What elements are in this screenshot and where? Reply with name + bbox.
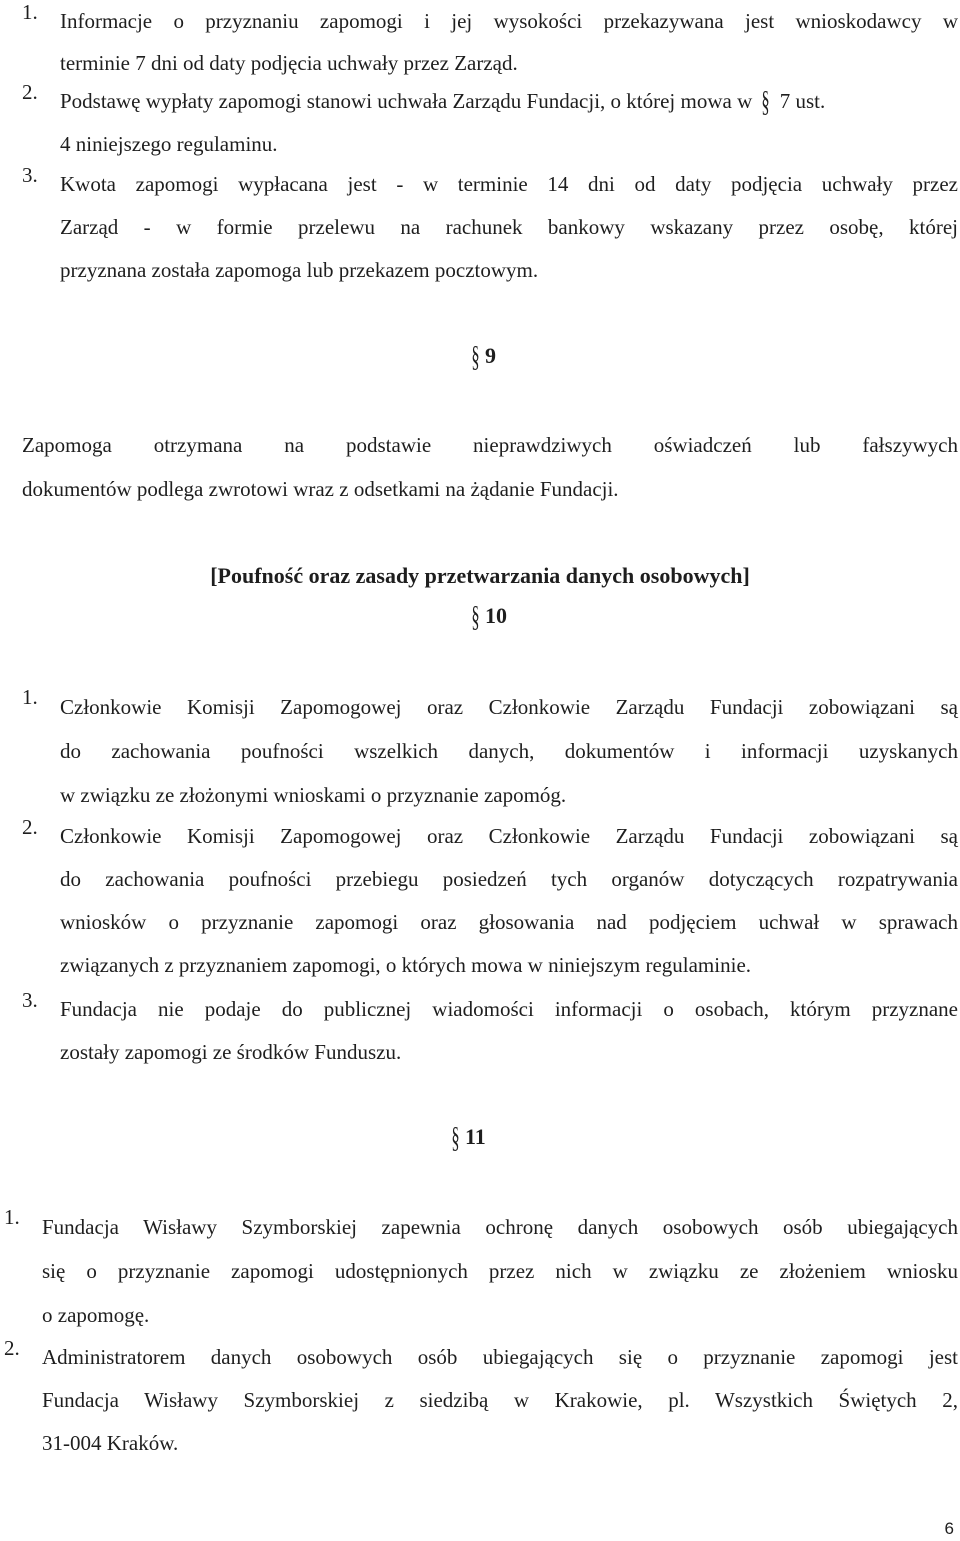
section-9-paragraph [22,423,958,511]
item-number: 1. [4,1205,20,1229]
item-number: 2. [4,1336,20,1360]
item-line: o zapomogę. [42,1303,150,1327]
section-number: 10 [485,603,507,628]
item-line [60,80,958,123]
item-line: Fundacja nie podaje do publicznej wiadomości informacji o osobach, którym przyznane [60,997,958,1021]
item-number: 1. [22,0,38,24]
item-line: przyznana została zapomoga lub przekazem pocztowym. [60,258,539,282]
item-number: 2. [22,80,38,104]
section-ref [758,85,826,118]
item-line: do zachowania poufności przebiegu posiedzeń tych organów dotyczących rozpatrywania [60,867,958,891]
item-line: 31-004 Kraków. [42,1431,179,1455]
item-line: zostały zapomogi ze środków Funduszu. [60,1040,402,1064]
section-number: 11 [465,1124,486,1149]
item-line: Członkowie Komisji Zapomogowej oraz Członkowie Zarządu Fundacji zobowiązani są [60,695,958,719]
item-line: Fundacja Wisławy Szymborskiej zapewnia ochronę danych osobowych osób ubiegających [42,1215,958,1239]
section-sign: § [471,600,480,633]
item-number: 1. [22,685,38,709]
section-11-title [448,1121,486,1155]
page-number: 6 [944,1519,954,1538]
item-line: 4 niniejszego regulaminu. [60,132,278,156]
item-line: Członkowie Komisji Zapomogowej oraz Członkowie Zarządu Fundacji zobowiązani są [60,824,958,848]
section-10-heading: [Poufność oraz zasady przetwarzania danych osobowych] [210,563,750,588]
section-sign: § [451,1121,460,1154]
paragraph-line: Zapomoga otrzymana na podstawie nieprawdziwych oświadczeń lub fałszywych [22,433,958,457]
item-number: 3. [22,988,38,1012]
section-sign: § [760,85,770,118]
item-line-text: Podstawę wypłaty zapomogi stanowi uchwała Zarządu Fundacji, o której mowa w [60,89,753,113]
section-sign: § [471,340,480,373]
item-line: do zachowania poufności wszelkich danych, dokumentów i informacji uzyskanych [60,739,958,763]
section-9-title [468,340,496,374]
item-line: Zarząd - w formie przelewu na rachunek bankowy wskazany przez osobę, której [60,215,958,239]
item-number: 2. [22,815,38,839]
item-line: wniosków o przyznanie zapomogi oraz głosowania nad podjęciem uchwał w sprawach [60,910,958,934]
item-line: się o przyznanie zapomogi udostępnionych przez nich w związku ze złożeniem wniosku [42,1259,958,1283]
section-10-title [468,600,507,634]
item-number: 3. [22,163,38,187]
item-line: Fundacja Wisławy Szymborskiej z siedzibą w Krakowie, pl. Wszystkich Świętych 2, [42,1388,958,1412]
item-line: Kwota zapomogi wypłacana jest - w terminie 14 dni od daty podjęcia uchwały przez [60,172,958,196]
item-line: Informacje o przyznaniu zapomogi i jej wysokości przekazywana jest wnioskodawcy w [60,9,958,33]
item-line: związanych z przyznaniem zapomogi, o których mowa w niniejszym regulaminie. [60,953,752,977]
section-ref-text: 7 ust. [779,89,826,113]
item-line: w związku ze złożonymi wnioskami o przyznanie zapomóg. [60,783,567,807]
paragraph-line: dokumentów podlega zwrotowi wraz z odsetkami na żądanie Fundacji. [22,477,619,501]
item-line: terminie 7 dni od daty podjęcia uchwały przez Zarząd. [60,51,518,75]
item-line: Administratorem danych osobowych osób ubiegających się o przyznanie zapomogi jest [42,1345,958,1369]
section-number: 9 [485,343,496,368]
